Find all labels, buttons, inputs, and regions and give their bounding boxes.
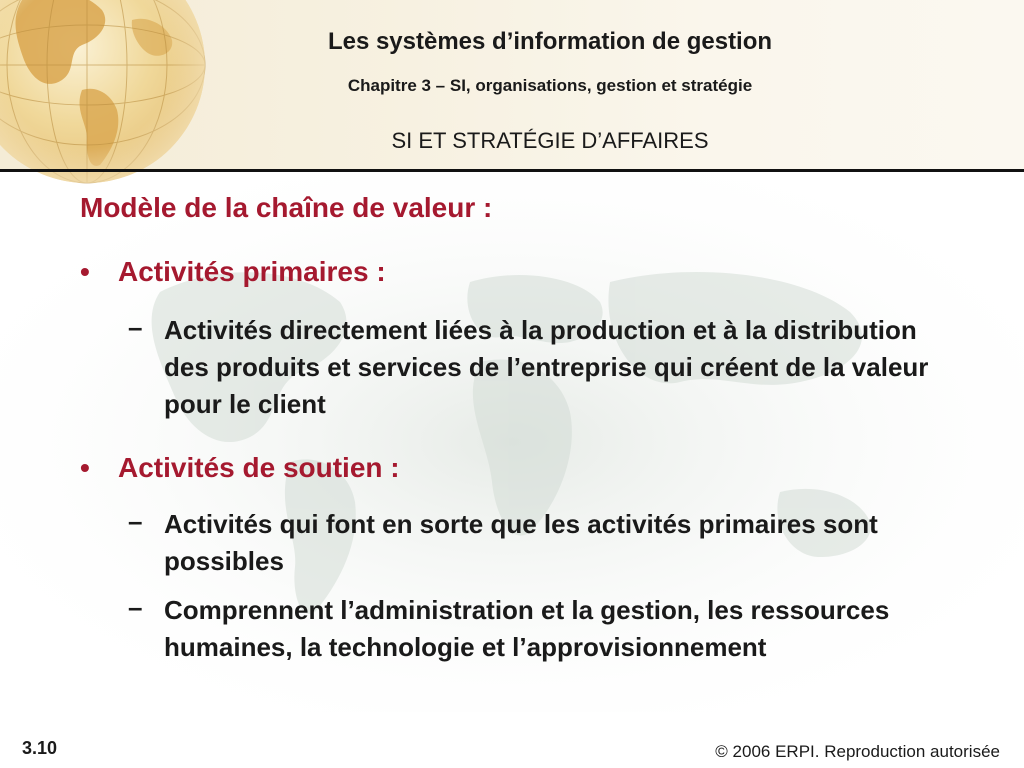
bullet-label: Activités de soutien :	[118, 452, 400, 483]
bullet-marker: •	[80, 452, 90, 483]
sub-bullet-marker: –	[128, 312, 143, 342]
slide-subtitle: Chapitre 3 – SI, organisations, gestion et stratégie	[347, 76, 753, 95]
bullet-marker: •	[80, 256, 90, 287]
bullet-label: Activités primaires :	[118, 256, 386, 287]
sub-bullet-marker: –	[128, 506, 143, 536]
slide-header	[0, 0, 1024, 170]
sub-bullet-item	[128, 592, 964, 666]
slide-title: Les systèmes d’information de gestion	[327, 28, 773, 55]
sub-bullet-marker: –	[128, 592, 143, 622]
copyright-notice: © 2006 ERPI. Reproduction autorisée	[715, 742, 1000, 761]
sub-bullet-text: Comprennent l’administration et la gestion, les ressources humaines, la technologie et l’approvisionnement	[164, 595, 890, 662]
content-heading: Modèle de la chaîne de valeur :	[80, 192, 493, 223]
sub-bullet-item	[128, 312, 964, 423]
sub-bullet-item	[128, 506, 964, 580]
sub-bullet-text: Activités directement liées à la production et à la distribution des produits et services de l’entreprise qui créent de la valeur pour le client	[164, 315, 929, 419]
slide-body	[0, 172, 1024, 712]
globe-icon	[0, 0, 212, 190]
sub-bullet-text: Activités qui font en sorte que les activités primaires sont possibles	[164, 509, 878, 576]
slide-number: 3.10	[22, 738, 58, 758]
section-title: SI ET STRATÉGIE D’AFFAIRES	[391, 128, 709, 153]
bullet-item	[80, 452, 400, 484]
bullet-item	[80, 256, 386, 288]
